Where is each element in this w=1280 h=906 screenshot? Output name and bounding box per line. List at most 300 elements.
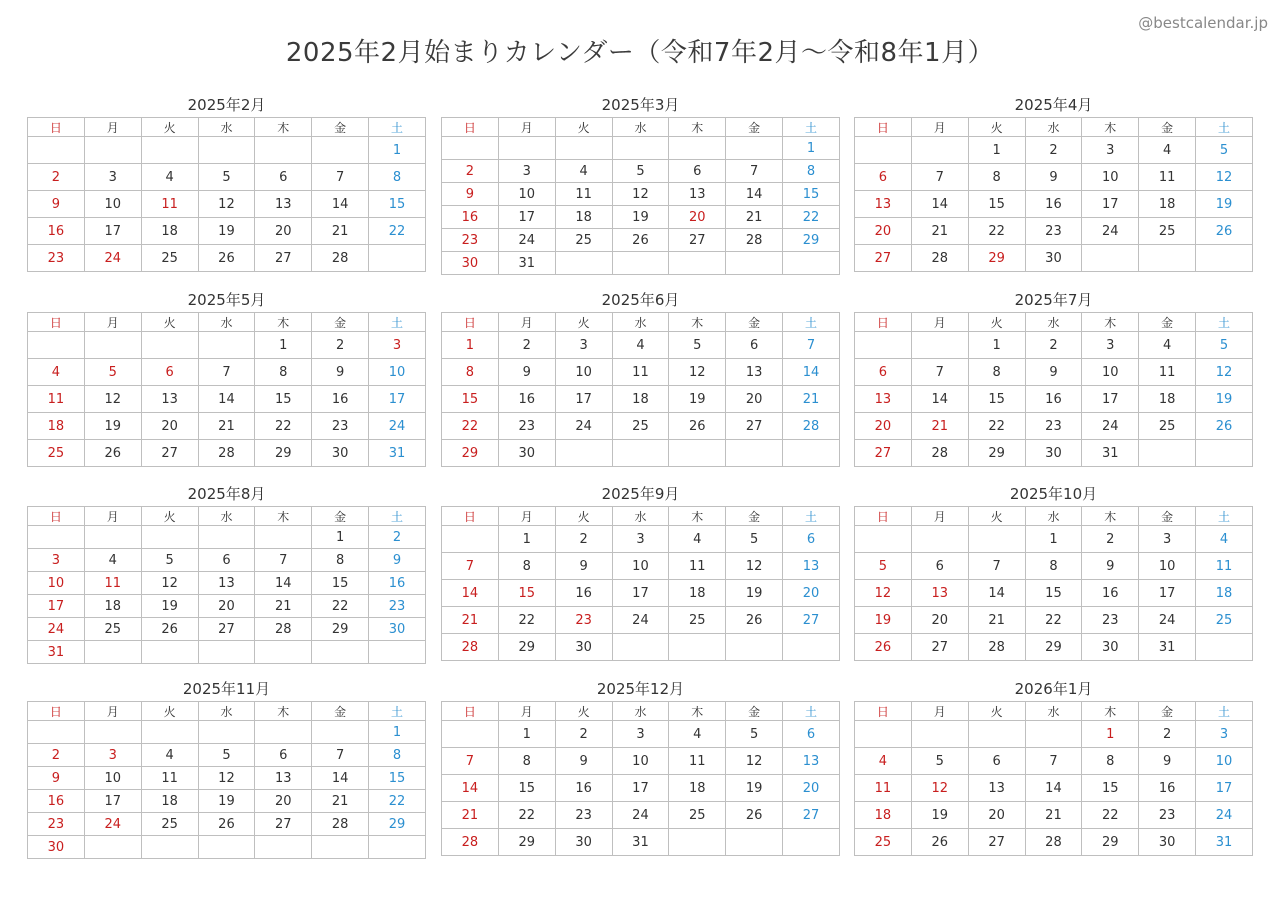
day-cell: 27 xyxy=(783,607,840,634)
week-row xyxy=(28,359,426,386)
day-cell: 12 xyxy=(198,767,255,790)
day-cell: 1 xyxy=(442,332,499,359)
month-calendar xyxy=(441,677,840,856)
weekday-label: 水 xyxy=(612,118,669,137)
day-cell: 26 xyxy=(198,245,255,272)
weekday-label: 土 xyxy=(369,507,426,526)
empty-cell xyxy=(141,526,198,549)
day-cell: 17 xyxy=(369,386,426,413)
day-cell: 18 xyxy=(141,790,198,813)
day-cell: 16 xyxy=(1139,775,1196,802)
week-row xyxy=(855,526,1253,553)
empty-cell xyxy=(669,634,726,661)
day-cell: 5 xyxy=(855,553,912,580)
day-cell: 22 xyxy=(968,218,1025,245)
empty-cell xyxy=(1196,440,1253,467)
weekday-label: 土 xyxy=(783,507,840,526)
day-cell: 11 xyxy=(141,767,198,790)
empty-cell xyxy=(1082,245,1139,272)
weekday-label: 火 xyxy=(968,313,1025,332)
week-row xyxy=(442,526,840,553)
week-row xyxy=(442,386,840,413)
weekday-header-row xyxy=(855,507,1253,526)
empty-cell xyxy=(855,332,912,359)
week-row xyxy=(28,618,426,641)
weekday-label: 火 xyxy=(141,702,198,721)
day-cell: 23 xyxy=(442,229,499,252)
day-cell: 9 xyxy=(1082,553,1139,580)
month-table xyxy=(854,701,1253,856)
empty-cell xyxy=(726,440,783,467)
day-cell: 1 xyxy=(783,137,840,160)
month-table xyxy=(854,312,1253,467)
day-cell: 21 xyxy=(911,413,968,440)
weekday-label: 日 xyxy=(442,702,499,721)
week-row xyxy=(442,252,840,275)
day-cell: 21 xyxy=(255,595,312,618)
day-cell: 28 xyxy=(968,634,1025,661)
month-table xyxy=(441,506,840,661)
day-cell: 2 xyxy=(1139,721,1196,748)
day-cell: 4 xyxy=(855,748,912,775)
day-cell: 5 xyxy=(1196,332,1253,359)
weekday-label: 月 xyxy=(911,313,968,332)
empty-cell xyxy=(255,721,312,744)
day-cell: 11 xyxy=(612,359,669,386)
week-row xyxy=(442,802,840,829)
day-cell: 19 xyxy=(84,413,141,440)
day-cell: 30 xyxy=(1082,634,1139,661)
day-cell: 3 xyxy=(1082,332,1139,359)
day-cell: 8 xyxy=(255,359,312,386)
day-cell: 16 xyxy=(1025,386,1082,413)
day-cell: 30 xyxy=(442,252,499,275)
day-cell: 23 xyxy=(1082,607,1139,634)
day-cell: 14 xyxy=(442,580,499,607)
week-row xyxy=(28,526,426,549)
day-cell: 10 xyxy=(1082,359,1139,386)
month-calendar xyxy=(27,677,426,859)
day-cell: 28 xyxy=(783,413,840,440)
weekday-label: 月 xyxy=(498,313,555,332)
day-cell: 10 xyxy=(1196,748,1253,775)
day-cell: 9 xyxy=(555,553,612,580)
day-cell: 30 xyxy=(498,440,555,467)
day-cell: 24 xyxy=(1082,218,1139,245)
empty-cell xyxy=(369,836,426,859)
day-cell: 12 xyxy=(726,553,783,580)
weekday-label: 土 xyxy=(369,118,426,137)
day-cell: 7 xyxy=(968,553,1025,580)
day-cell: 27 xyxy=(198,618,255,641)
day-cell: 17 xyxy=(612,580,669,607)
month-table xyxy=(27,312,426,467)
empty-cell xyxy=(968,526,1025,553)
empty-cell xyxy=(312,721,369,744)
day-cell: 26 xyxy=(141,618,198,641)
day-cell: 6 xyxy=(255,164,312,191)
day-cell: 14 xyxy=(255,572,312,595)
day-cell: 11 xyxy=(855,775,912,802)
weekday-label: 月 xyxy=(84,313,141,332)
day-cell: 7 xyxy=(312,744,369,767)
day-cell: 16 xyxy=(28,218,85,245)
week-row xyxy=(28,549,426,572)
empty-cell xyxy=(442,721,499,748)
weekday-label: 日 xyxy=(442,507,499,526)
week-row xyxy=(28,721,426,744)
empty-cell xyxy=(141,836,198,859)
day-cell: 9 xyxy=(312,359,369,386)
empty-cell xyxy=(1139,440,1196,467)
empty-cell xyxy=(198,137,255,164)
day-cell: 1 xyxy=(968,332,1025,359)
day-cell: 17 xyxy=(498,206,555,229)
day-cell: 19 xyxy=(198,790,255,813)
day-cell: 26 xyxy=(726,802,783,829)
week-row xyxy=(442,440,840,467)
empty-cell xyxy=(442,137,499,160)
day-cell: 22 xyxy=(498,607,555,634)
weekday-label: 火 xyxy=(968,507,1025,526)
weekday-label: 木 xyxy=(255,702,312,721)
day-cell: 6 xyxy=(783,526,840,553)
weekday-label: 水 xyxy=(612,507,669,526)
day-cell: 25 xyxy=(855,829,912,856)
day-cell: 15 xyxy=(783,183,840,206)
empty-cell xyxy=(84,836,141,859)
day-cell: 26 xyxy=(669,413,726,440)
day-cell: 21 xyxy=(968,607,1025,634)
day-cell: 14 xyxy=(312,767,369,790)
weekday-header-row xyxy=(442,702,840,721)
empty-cell xyxy=(198,526,255,549)
day-cell: 28 xyxy=(312,813,369,836)
weekday-label: 木 xyxy=(669,118,726,137)
day-cell: 22 xyxy=(1082,802,1139,829)
month-table xyxy=(27,701,426,859)
empty-cell xyxy=(726,252,783,275)
weekday-header-row xyxy=(28,702,426,721)
empty-cell xyxy=(555,137,612,160)
week-row xyxy=(442,580,840,607)
day-cell: 29 xyxy=(783,229,840,252)
weekday-label: 水 xyxy=(612,702,669,721)
day-cell: 16 xyxy=(1025,191,1082,218)
day-cell: 19 xyxy=(855,607,912,634)
day-cell: 18 xyxy=(669,775,726,802)
day-cell: 3 xyxy=(369,332,426,359)
day-cell: 28 xyxy=(1025,829,1082,856)
day-cell: 5 xyxy=(726,526,783,553)
empty-cell xyxy=(669,137,726,160)
day-cell: 29 xyxy=(442,440,499,467)
empty-cell xyxy=(612,634,669,661)
day-cell: 22 xyxy=(968,413,1025,440)
weekday-label: 木 xyxy=(255,118,312,137)
weekday-label: 木 xyxy=(669,507,726,526)
day-cell: 29 xyxy=(312,618,369,641)
weekday-label: 金 xyxy=(312,313,369,332)
day-cell: 16 xyxy=(312,386,369,413)
day-cell: 14 xyxy=(968,580,1025,607)
weekday-label: 水 xyxy=(198,313,255,332)
day-cell: 23 xyxy=(28,245,85,272)
day-cell: 18 xyxy=(1196,580,1253,607)
day-cell: 17 xyxy=(1139,580,1196,607)
month-table xyxy=(441,312,840,467)
day-cell: 6 xyxy=(783,721,840,748)
site-url: @bestcalendar.jp xyxy=(1138,14,1268,32)
day-cell: 21 xyxy=(726,206,783,229)
day-cell: 13 xyxy=(783,553,840,580)
day-cell: 24 xyxy=(28,618,85,641)
week-row xyxy=(28,572,426,595)
week-row xyxy=(442,183,840,206)
weekday-label: 木 xyxy=(255,507,312,526)
day-cell: 21 xyxy=(783,386,840,413)
day-cell: 15 xyxy=(968,386,1025,413)
day-cell: 22 xyxy=(255,413,312,440)
empty-cell xyxy=(28,526,85,549)
day-cell: 23 xyxy=(498,413,555,440)
day-cell: 12 xyxy=(726,748,783,775)
week-row xyxy=(442,160,840,183)
day-cell: 30 xyxy=(555,634,612,661)
weekday-header-row xyxy=(442,507,840,526)
weekday-label: 月 xyxy=(911,702,968,721)
day-cell: 14 xyxy=(911,191,968,218)
empty-cell xyxy=(312,137,369,164)
empty-cell xyxy=(498,137,555,160)
day-cell: 15 xyxy=(442,386,499,413)
day-cell: 9 xyxy=(1025,359,1082,386)
day-cell: 4 xyxy=(669,721,726,748)
day-cell: 12 xyxy=(1196,359,1253,386)
week-row xyxy=(855,164,1253,191)
weekday-header-row xyxy=(855,702,1253,721)
day-cell: 5 xyxy=(84,359,141,386)
day-cell: 22 xyxy=(369,790,426,813)
weekday-label: 日 xyxy=(855,118,912,137)
weekday-header-row xyxy=(855,313,1253,332)
week-row xyxy=(855,359,1253,386)
day-cell: 24 xyxy=(498,229,555,252)
empty-cell xyxy=(369,245,426,272)
weekday-label: 月 xyxy=(84,118,141,137)
empty-cell xyxy=(612,252,669,275)
day-cell: 27 xyxy=(141,440,198,467)
day-cell: 8 xyxy=(1082,748,1139,775)
day-cell: 23 xyxy=(555,607,612,634)
month-title: 2025年10月 xyxy=(1009,485,1098,503)
day-cell: 19 xyxy=(612,206,669,229)
day-cell: 10 xyxy=(612,748,669,775)
weekday-header-row xyxy=(28,313,426,332)
day-cell: 2 xyxy=(28,164,85,191)
empty-cell xyxy=(911,526,968,553)
weekday-label: 土 xyxy=(369,702,426,721)
empty-cell xyxy=(1139,245,1196,272)
day-cell: 4 xyxy=(555,160,612,183)
day-cell: 15 xyxy=(498,580,555,607)
weekday-label: 土 xyxy=(369,313,426,332)
empty-cell xyxy=(783,634,840,661)
day-cell: 13 xyxy=(783,748,840,775)
day-cell: 25 xyxy=(141,245,198,272)
week-row xyxy=(28,386,426,413)
day-cell: 10 xyxy=(1139,553,1196,580)
week-row xyxy=(442,829,840,856)
week-row xyxy=(442,229,840,252)
day-cell: 17 xyxy=(1196,775,1253,802)
weekday-label: 水 xyxy=(198,507,255,526)
week-row xyxy=(28,813,426,836)
empty-cell xyxy=(369,641,426,664)
day-cell: 28 xyxy=(198,440,255,467)
month-calendar xyxy=(441,93,840,275)
weekday-label: 土 xyxy=(1196,313,1253,332)
weekday-label: 土 xyxy=(1196,702,1253,721)
day-cell: 22 xyxy=(783,206,840,229)
day-cell: 20 xyxy=(198,595,255,618)
weekday-label: 月 xyxy=(911,507,968,526)
week-row xyxy=(855,634,1253,661)
empty-cell xyxy=(855,526,912,553)
day-cell: 28 xyxy=(255,618,312,641)
weekday-label: 日 xyxy=(28,507,85,526)
day-cell: 18 xyxy=(84,595,141,618)
empty-cell xyxy=(783,829,840,856)
month-calendar xyxy=(27,93,426,272)
day-cell: 20 xyxy=(783,580,840,607)
day-cell: 24 xyxy=(612,802,669,829)
day-cell: 21 xyxy=(312,790,369,813)
day-cell: 19 xyxy=(726,775,783,802)
day-cell: 12 xyxy=(1196,164,1253,191)
month-table xyxy=(27,117,426,272)
day-cell: 5 xyxy=(669,332,726,359)
day-cell: 12 xyxy=(855,580,912,607)
weekday-label: 火 xyxy=(141,507,198,526)
weekday-label: 水 xyxy=(198,118,255,137)
day-cell: 25 xyxy=(1139,218,1196,245)
day-cell: 10 xyxy=(1082,164,1139,191)
empty-cell xyxy=(28,332,85,359)
day-cell: 11 xyxy=(1139,359,1196,386)
day-cell: 18 xyxy=(1139,191,1196,218)
week-row xyxy=(855,245,1253,272)
day-cell: 15 xyxy=(498,775,555,802)
day-cell: 6 xyxy=(141,359,198,386)
weekday-label: 土 xyxy=(783,313,840,332)
day-cell: 3 xyxy=(1196,721,1253,748)
day-cell: 1 xyxy=(968,137,1025,164)
day-cell: 23 xyxy=(555,802,612,829)
day-cell: 13 xyxy=(198,572,255,595)
day-cell: 18 xyxy=(1139,386,1196,413)
day-cell: 15 xyxy=(1025,580,1082,607)
page-title: 2025年2月始まりカレンダー（令和7年2月〜令和8年1月） xyxy=(285,38,995,68)
day-cell: 31 xyxy=(28,641,85,664)
weekday-label: 木 xyxy=(669,702,726,721)
day-cell: 7 xyxy=(911,359,968,386)
day-cell: 27 xyxy=(855,440,912,467)
day-cell: 7 xyxy=(198,359,255,386)
day-cell: 9 xyxy=(369,549,426,572)
week-row xyxy=(28,641,426,664)
week-row xyxy=(442,359,840,386)
week-row xyxy=(28,836,426,859)
empty-cell xyxy=(669,252,726,275)
weekday-label: 金 xyxy=(1139,702,1196,721)
day-cell: 8 xyxy=(783,160,840,183)
day-cell: 24 xyxy=(84,813,141,836)
weekday-label: 日 xyxy=(855,507,912,526)
month-title: 2025年4月 xyxy=(1014,96,1093,114)
weekday-label: 水 xyxy=(1025,313,1082,332)
week-row xyxy=(28,245,426,272)
day-cell: 2 xyxy=(555,721,612,748)
weekday-header-row xyxy=(28,118,426,137)
day-cell: 3 xyxy=(28,549,85,572)
day-cell: 1 xyxy=(312,526,369,549)
day-cell: 17 xyxy=(84,790,141,813)
day-cell: 19 xyxy=(911,802,968,829)
day-cell: 25 xyxy=(555,229,612,252)
day-cell: 29 xyxy=(968,440,1025,467)
month-table xyxy=(27,506,426,664)
weekday-label: 火 xyxy=(968,702,1025,721)
week-row xyxy=(855,802,1253,829)
day-cell: 24 xyxy=(84,245,141,272)
day-cell: 11 xyxy=(555,183,612,206)
day-cell: 7 xyxy=(312,164,369,191)
empty-cell xyxy=(255,836,312,859)
day-cell: 4 xyxy=(612,332,669,359)
empty-cell xyxy=(84,332,141,359)
day-cell: 5 xyxy=(141,549,198,572)
day-cell: 5 xyxy=(198,164,255,191)
day-cell: 20 xyxy=(669,206,726,229)
week-row xyxy=(28,767,426,790)
day-cell: 8 xyxy=(498,748,555,775)
day-cell: 20 xyxy=(726,386,783,413)
weekday-label: 水 xyxy=(1025,507,1082,526)
week-row xyxy=(28,218,426,245)
weekday-label: 土 xyxy=(1196,507,1253,526)
day-cell: 18 xyxy=(855,802,912,829)
weekday-label: 日 xyxy=(855,313,912,332)
day-cell: 27 xyxy=(669,229,726,252)
weekday-label: 木 xyxy=(1082,118,1139,137)
day-cell: 7 xyxy=(1025,748,1082,775)
day-cell: 3 xyxy=(612,721,669,748)
weekday-label: 水 xyxy=(1025,702,1082,721)
empty-cell xyxy=(198,641,255,664)
day-cell: 7 xyxy=(911,164,968,191)
month-calendar xyxy=(854,482,1253,661)
day-cell: 9 xyxy=(498,359,555,386)
day-cell: 29 xyxy=(1082,829,1139,856)
empty-cell xyxy=(726,634,783,661)
week-row xyxy=(855,440,1253,467)
day-cell: 13 xyxy=(726,359,783,386)
day-cell: 20 xyxy=(968,802,1025,829)
day-cell: 31 xyxy=(1139,634,1196,661)
week-row xyxy=(28,440,426,467)
week-row xyxy=(28,595,426,618)
